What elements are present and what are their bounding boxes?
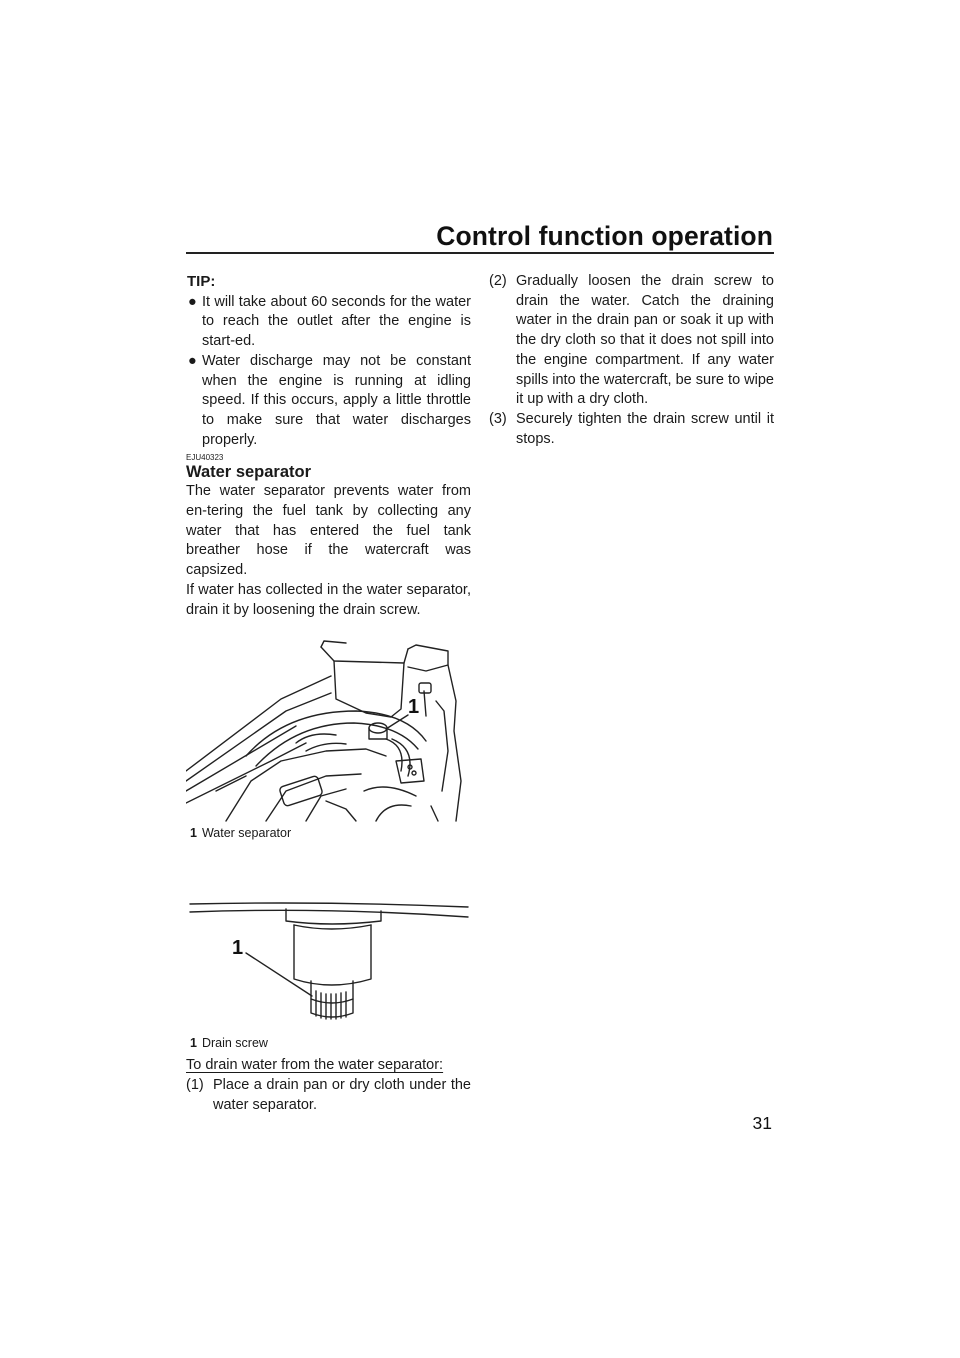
caption-text: Drain screw [201,1036,268,1051]
section-paragraph: If water has collected in the water separator, drain it by loosening the drain screw. [186,581,471,618]
left-column [186,272,471,1115]
bullet-dot-icon: ● [188,293,197,310]
page-title: Control function operation [436,221,773,251]
engine-compartment-drawing [186,631,471,826]
drain-screw-drawing [186,841,471,1036]
right-column [489,272,774,449]
step-text: Securely tighten the drain screw until it stops. [516,410,774,447]
water-separator-illustration [186,631,471,841]
procedure-step [489,410,774,449]
section-code: EJU40323 [186,453,224,463]
page-number: 31 [752,1113,772,1133]
drain-screw-illustration [186,841,471,1051]
procedure-step [489,272,774,410]
step-number: (1) [186,1076,204,1093]
section-paragraph: The water separator prevents water from en-tering the fuel tank by collecting any water that has entered the fuel tank breather hose if the watercraft was capsized. [186,483,471,579]
tip-bullet [186,293,471,352]
figure-caption [186,826,471,841]
caption-text: Water separator [201,826,292,841]
tip-heading: TIP: [187,273,216,290]
tip-bullet-text: Water discharge may not be constant when the engine is running at idling speed. If this occurs, apply a little throttle to make sure that water discharges properly. [202,352,471,448]
section-heading: Water separator [186,463,312,482]
tip-bullet-text: It will take about 60 seconds for the water to reach the outlet after the engine is start-ed. [202,293,471,350]
step-text: Place a drain pan or dry cloth under the water separator. [213,1076,471,1113]
procedure-heading: To drain water from the water separator: [186,1057,444,1074]
tip-bullet [186,352,471,451]
step-text: Gradually loosen the drain screw to drain the water. Catch the draining water in the drain pan or soak it up with the dry cloth so that it does not spill into the engine compartment. If any water spills into the watercraft, be sure to wipe it up with a dry cloth. [516,273,774,408]
figure-callout: 1 [232,937,244,960]
caption-number: 1 [190,1036,197,1051]
step-number: (3) [489,410,507,427]
caption-number: 1 [190,826,197,841]
figure-caption [186,1036,471,1051]
procedure-step [186,1076,471,1115]
figure-callout: 1 [408,696,420,719]
bullet-dot-icon: ● [188,352,197,369]
step-number: (2) [489,273,507,289]
header-rule [186,252,774,254]
